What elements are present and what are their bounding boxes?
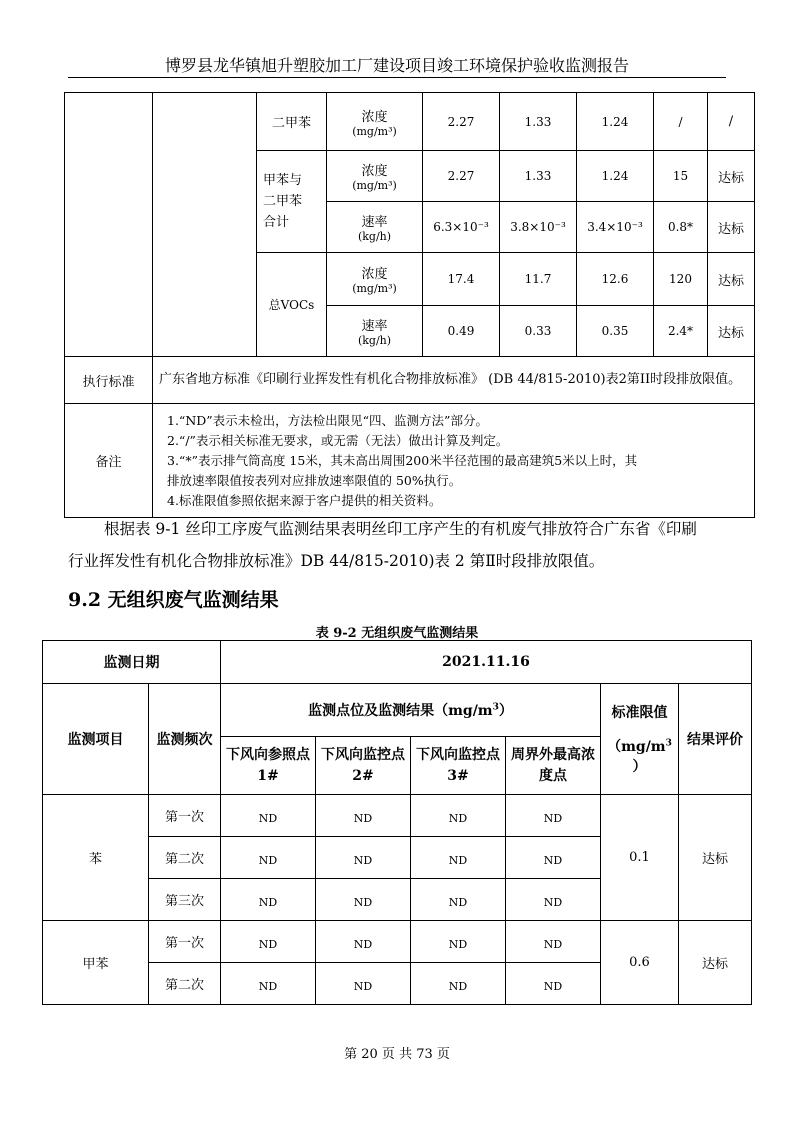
standard-row bbox=[65, 357, 755, 404]
freq-cell: 第一次 bbox=[149, 921, 221, 963]
param-unit: (mg/m³) bbox=[352, 124, 397, 138]
eval-cell: 达标 bbox=[708, 202, 755, 253]
eval-cell: / bbox=[708, 93, 755, 151]
result-cell: ND bbox=[316, 921, 411, 963]
value-cell: 1.33 bbox=[500, 93, 577, 151]
result-cell: ND bbox=[506, 963, 601, 1005]
value-cell: 11.7 bbox=[500, 253, 577, 306]
limit-cell: 15 bbox=[654, 151, 708, 202]
value-cell: 0.33 bbox=[500, 306, 577, 357]
result-cell: ND bbox=[316, 963, 411, 1005]
freq-cell: 第二次 bbox=[149, 837, 221, 879]
eval-cell: 达标 bbox=[708, 151, 755, 202]
notes-row bbox=[65, 404, 755, 518]
param-label: 浓度 bbox=[361, 164, 388, 179]
param-unit: (mg/m³) bbox=[352, 179, 397, 192]
limit-cell: 0.8* bbox=[654, 202, 708, 253]
result-cell: ND bbox=[221, 921, 316, 963]
result-cell: ND bbox=[506, 795, 601, 837]
result-cell: ND bbox=[221, 837, 316, 879]
standard-label: 执行标准 bbox=[65, 357, 153, 404]
param-unit: (kg/h) bbox=[357, 334, 392, 347]
result-cell: ND bbox=[221, 879, 316, 921]
eval-cell: 达标 bbox=[708, 253, 755, 306]
result-cell: ND bbox=[411, 879, 506, 921]
point-name-1: 下风向参照点1# bbox=[221, 737, 316, 795]
note-line: 1.“ND”表示未检出，方法检出限见“四、监测方法”部分。 bbox=[167, 412, 488, 428]
eval-cell: 达标 bbox=[679, 795, 752, 921]
eval-header: 结果评价 bbox=[679, 684, 752, 795]
result-cell: ND bbox=[506, 837, 601, 879]
limit-unit-sup: 3 bbox=[665, 738, 672, 749]
limit-cell: 0.1 bbox=[601, 795, 679, 921]
points-header-end: ） bbox=[498, 703, 513, 719]
freq-cell: 第一次 bbox=[149, 795, 221, 837]
date-row bbox=[43, 641, 752, 684]
pollutant-cell: 总VOCs bbox=[257, 253, 327, 357]
note-line: 3.“*”表示排气筒高度 15米，其未高出周围200米半径范围的最高建筑5米以上时，其 bbox=[167, 452, 638, 468]
value-cell: 6.3×10⁻³ bbox=[423, 202, 500, 253]
freq-cell: 第二次 bbox=[149, 963, 221, 1005]
date-value: 2021.11.16 bbox=[221, 641, 752, 684]
note-line: 4.标准限值参照依据来源于客户提供的相关资料。 bbox=[167, 492, 442, 508]
value-cell: 12.6 bbox=[577, 253, 654, 306]
param-label: 浓度 bbox=[361, 109, 388, 125]
result-cell: ND bbox=[316, 837, 411, 879]
point-name-2: 下风向监控点2# bbox=[316, 737, 411, 795]
param-cell bbox=[327, 202, 423, 253]
conclusion-paragraph-line2: 行业挥发性有机化合物排放标准》DB 44/815-2010)表 2 第Ⅱ时段排放限值。 bbox=[68, 552, 605, 570]
result-cell: ND bbox=[506, 921, 601, 963]
param-cell bbox=[327, 151, 423, 202]
limit-cell: 120 bbox=[654, 253, 708, 306]
header-divider bbox=[68, 77, 726, 78]
value-cell: 1.24 bbox=[577, 151, 654, 202]
notes-cell bbox=[153, 404, 755, 518]
value-cell: 0.49 bbox=[423, 306, 500, 357]
result-cell: ND bbox=[506, 879, 601, 921]
notes-label: 备注 bbox=[65, 404, 153, 518]
result-cell: ND bbox=[411, 795, 506, 837]
param-label: 速率 bbox=[361, 319, 388, 334]
points-header-sup: 3 bbox=[492, 702, 499, 713]
pollutant-label: 甲苯与二甲苯合计 bbox=[263, 173, 303, 230]
standard-text: 广东省地方标准《印刷行业挥发性有机化合物排放标准》 (DB 44/815-2010)表2第II时段排放限值。 bbox=[153, 357, 755, 404]
value-cell: 0.35 bbox=[577, 306, 654, 357]
result-cell: ND bbox=[411, 921, 506, 963]
limit-cell: / bbox=[654, 93, 708, 151]
item-cell: 甲苯 bbox=[43, 921, 149, 1005]
param-label: 速率 bbox=[361, 215, 388, 230]
param-cell bbox=[327, 306, 423, 357]
conclusion-paragraph-line1: 根据表 9-1 丝印工序废气监测结果表明丝印工序产生的有机废气排放符合广东省《印刷 bbox=[104, 520, 697, 538]
header-row bbox=[43, 684, 752, 737]
result-cell: ND bbox=[411, 837, 506, 879]
param-cell bbox=[327, 93, 423, 151]
page-header-title: 博罗县龙华镇旭升塑胶加工厂建设项目竣工环境保护验收监测报告 bbox=[164, 56, 629, 75]
section-title: 9.2 无组织废气监测结果 bbox=[68, 589, 279, 611]
value-cell: 1.24 bbox=[577, 93, 654, 151]
eval-cell: 达标 bbox=[679, 921, 752, 1005]
param-cell bbox=[327, 253, 423, 306]
date-label: 监测日期 bbox=[43, 641, 221, 684]
pollutant-cell: 二甲苯 bbox=[257, 93, 327, 151]
freq-cell: 第三次 bbox=[149, 879, 221, 921]
table-row bbox=[43, 795, 752, 837]
table-9-2 bbox=[42, 640, 752, 1005]
result-cell: ND bbox=[221, 795, 316, 837]
eval-cell: 达标 bbox=[708, 306, 755, 357]
freq-header: 监测频次 bbox=[149, 684, 221, 795]
param-label: 浓度 bbox=[361, 267, 388, 282]
table-caption: 表 9-2 无组织废气监测结果 bbox=[315, 626, 479, 641]
result-cell: ND bbox=[316, 795, 411, 837]
note-line: 排放速率限值按表列对应排放速率限值的 50%执行。 bbox=[167, 472, 462, 488]
value-cell: 3.4×10⁻³ bbox=[577, 202, 654, 253]
limit-header-text: 标准限值 bbox=[611, 705, 668, 721]
item-header: 监测项目 bbox=[43, 684, 149, 795]
result-cell: ND bbox=[411, 963, 506, 1005]
item-cell: 苯 bbox=[43, 795, 149, 921]
table-9-1-continuation bbox=[64, 92, 755, 518]
points-header bbox=[221, 684, 601, 737]
value-cell: 2.27 bbox=[423, 93, 500, 151]
blank-cell bbox=[65, 93, 153, 357]
pollutant-cell bbox=[257, 151, 327, 253]
note-line: 2.“/”表示相关标准无要求，或无需（无法）做出计算及判定。 bbox=[167, 432, 509, 448]
result-cell: ND bbox=[316, 879, 411, 921]
value-cell: 1.33 bbox=[500, 151, 577, 202]
points-header-text: 监测点位及监测结果（mg/m bbox=[308, 703, 493, 719]
page-footer: 第 20 页 共 73 页 bbox=[344, 1047, 450, 1062]
limit-header bbox=[601, 684, 679, 795]
param-unit: (kg/h) bbox=[357, 230, 392, 243]
table-row bbox=[43, 921, 752, 963]
value-cell: 3.8×10⁻³ bbox=[500, 202, 577, 253]
limit-cell: 2.4* bbox=[654, 306, 708, 357]
limit-unit-text: （mg/m bbox=[607, 739, 666, 755]
limit-unit-end: ） bbox=[632, 759, 647, 775]
value-cell: 17.4 bbox=[423, 253, 500, 306]
point-name-3: 下风向监控点3# bbox=[411, 737, 506, 795]
value-cell: 2.27 bbox=[423, 151, 500, 202]
param-unit: (mg/m³) bbox=[352, 282, 397, 295]
table-row bbox=[65, 93, 755, 151]
result-cell: ND bbox=[221, 963, 316, 1005]
limit-cell: 0.6 bbox=[601, 921, 679, 1005]
blank-cell bbox=[153, 93, 257, 357]
point-name-4: 周界外最高浓度点 bbox=[506, 737, 601, 795]
